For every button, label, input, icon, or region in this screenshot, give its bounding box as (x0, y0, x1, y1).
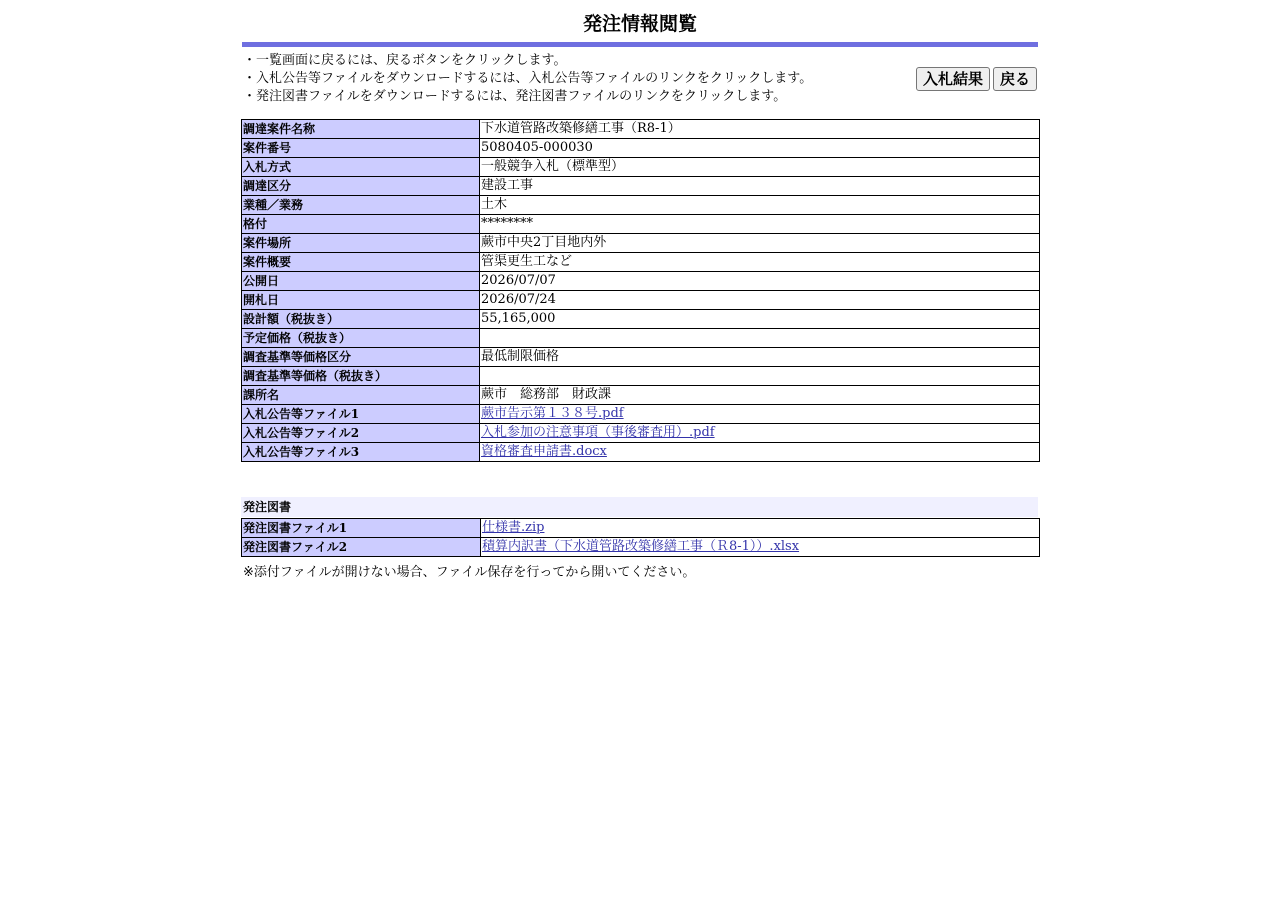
info-value: 下水道管路改築修繕工事（R8-1） (480, 120, 1040, 139)
notice-file-link[interactable]: 資格審査申請書.docx (481, 444, 607, 459)
info-value (480, 329, 1040, 348)
info-value-cell (480, 405, 1040, 424)
info-value-cell (480, 443, 1040, 462)
info-label: 調達案件名称 (242, 120, 480, 139)
info-row (242, 424, 1040, 443)
back-button[interactable]: 戻る (993, 67, 1037, 91)
info-value: 土木 (480, 196, 1040, 215)
page-title: 発注情報閲覧 (582, 13, 697, 35)
info-label: 調達区分 (242, 177, 480, 196)
info-row (242, 272, 1040, 291)
info-row (242, 405, 1040, 424)
info-value: 最低制限価格 (480, 348, 1040, 367)
docs-section-title: 発注図書 (241, 497, 1038, 517)
info-label: 調査基準等価格（税抜き） (242, 367, 480, 386)
info-value (480, 367, 1040, 386)
info-row (242, 177, 1040, 196)
info-value-cell (480, 424, 1040, 443)
info-label: 入札公告等ファイル1 (242, 405, 480, 424)
info-label: 案件概要 (242, 253, 480, 272)
info-value: 蕨市中央2丁目地内外 (480, 234, 1040, 253)
project-info-body (242, 120, 1040, 462)
info-value: 55,165,000 (480, 310, 1040, 329)
info-value: 2026/07/07 (480, 272, 1040, 291)
notice-file-link[interactable]: 蕨市告示第１３８号.pdf (481, 406, 624, 421)
info-row (242, 310, 1040, 329)
info-row (242, 234, 1040, 253)
info-label: 設計額（税抜き） (242, 310, 480, 329)
info-label: 案件番号 (242, 139, 480, 158)
info-row (242, 120, 1040, 139)
info-row (242, 329, 1040, 348)
info-value: 管渠更生工など (480, 253, 1040, 272)
info-row (242, 367, 1040, 386)
instruction-item: ・入札公告等ファイルをダウンロードするには、入札公告等ファイルのリンクをクリックします。 (243, 71, 813, 86)
info-value: 一般競争入札（標準型） (480, 158, 1040, 177)
doc-row (242, 538, 1040, 557)
project-info-table (241, 119, 1040, 462)
instruction-item: ・発注図書ファイルをダウンロードするには、発注図書ファイルのリンクをクリックします。 (243, 89, 787, 104)
action-buttons (916, 67, 1037, 91)
info-row (242, 386, 1040, 405)
info-row (242, 348, 1040, 367)
info-label: 開札日 (242, 291, 480, 310)
doc-row (242, 519, 1040, 538)
info-row (242, 139, 1040, 158)
info-label: 入札方式 (242, 158, 480, 177)
instructions-panel (241, 47, 1039, 119)
info-label: 格付 (242, 215, 480, 234)
order-docs-table (241, 518, 1040, 557)
page-container (241, 0, 1039, 580)
info-value: 2026/07/24 (480, 291, 1040, 310)
bid-results-button[interactable]: 入札結果 (916, 67, 990, 91)
doc-file-link[interactable]: 仕様書.zip (482, 520, 545, 535)
info-row (242, 215, 1040, 234)
info-label: 予定価格（税抜き） (242, 329, 480, 348)
instruction-item: ・一覧画面に戻るには、戻るボタンをクリックします。 (243, 53, 567, 68)
info-label: 公開日 (242, 272, 480, 291)
attachment-footnote: ※添付ファイルが開けない場合、ファイル保存を行ってから開いてください。 (243, 565, 696, 580)
info-label: 課所名 (242, 386, 480, 405)
info-label: 入札公告等ファイル2 (242, 424, 480, 443)
info-value: 蕨市 総務部 財政課 (480, 386, 1040, 405)
info-label: 業種／業務 (242, 196, 480, 215)
order-docs-body (242, 519, 1040, 557)
info-row (242, 291, 1040, 310)
doc-value-cell (481, 538, 1040, 557)
info-label: 入札公告等ファイル3 (242, 443, 480, 462)
info-label: 案件場所 (242, 234, 480, 253)
doc-label: 発注図書ファイル2 (242, 538, 481, 557)
doc-label: 発注図書ファイル1 (242, 519, 481, 538)
info-value: 5080405-000030 (480, 139, 1040, 158)
notice-file-link[interactable]: 入札参加の注意事項（事後審査用）.pdf (481, 425, 715, 440)
info-value: ******** (480, 215, 1040, 234)
info-row (242, 443, 1040, 462)
info-row (242, 158, 1040, 177)
doc-value-cell (481, 519, 1040, 538)
info-label: 調査基準等価格区分 (242, 348, 480, 367)
info-value: 建設工事 (480, 177, 1040, 196)
info-row (242, 196, 1040, 215)
doc-file-link[interactable]: 積算内訳書（下水道管路改築修繕工事（Ｒ8-1））.xlsx (482, 539, 800, 554)
info-row (242, 253, 1040, 272)
